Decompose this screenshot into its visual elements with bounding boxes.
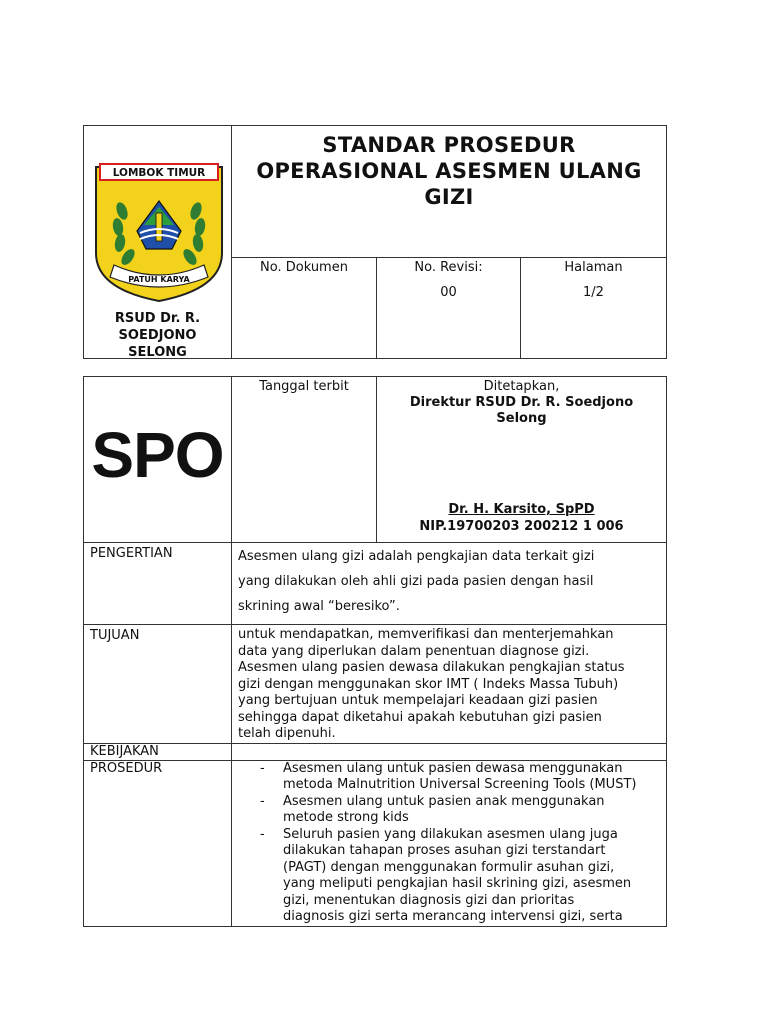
title-line1: STANDAR PROSEDUR: [322, 133, 576, 157]
document-header-table: [83, 125, 667, 359]
hospital-name-line3: SELONG: [128, 345, 187, 360]
spo-label-cell: [84, 377, 232, 543]
kebijakan-content: [232, 743, 667, 760]
ditetapkan-text: Ditetapkan,: [483, 379, 560, 394]
list-item-line: - Asesmen ulang untuk pasien dewasa menggunakan: [283, 760, 623, 776]
signatory-nip: NIP.19700203 200212 1 006: [419, 519, 624, 534]
tujuan-label: TUJUAN: [84, 625, 232, 744]
tujuan-line: telah dipenuhi.: [238, 726, 336, 741]
logo-ribbon-text: PATUH KARYA: [128, 275, 190, 284]
list-item-line: gizi, menentukan diagnosis gizi dan prioritas: [283, 892, 575, 908]
list-item: [260, 827, 660, 926]
title-line3: GIZI: [424, 185, 474, 209]
no-dokumen-label: No. Dokumen: [260, 260, 348, 275]
prosedur-label: PROSEDUR: [84, 760, 232, 926]
no-revisi-cell: [377, 258, 521, 359]
spo-label: SPO: [91, 419, 224, 491]
no-dokumen-cell: [232, 258, 377, 359]
direktur-line1: Direktur RSUD Dr. R. Soedjono: [409, 395, 634, 410]
prosedur-content: [232, 760, 667, 926]
hospital-name-line2: SOEDJONO: [118, 328, 197, 343]
kebijakan-label: KEBIJAKAN: [84, 743, 232, 760]
pengertian-label: PENGERTIAN: [84, 543, 232, 625]
spo-body-table: [83, 376, 667, 927]
pengertian-content: [232, 543, 667, 625]
list-item-line: metode strong kids: [283, 810, 409, 825]
list-item-line: - Seluruh pasien yang dilakukan asesmen ulang juga: [283, 826, 618, 842]
list-item-line: (PAGT) dengan menggunakan formulir asuhan gizi,: [283, 859, 615, 875]
pengertian-line2: yang dilakukan oleh ahli gizi pada pasien dengan hasil: [238, 574, 594, 589]
list-item-line: dilakukan tahapan proses asuhan gizi terstandart: [283, 843, 606, 858]
no-revisi-value: 00: [440, 285, 457, 300]
halaman-label: Halaman: [564, 260, 623, 275]
tanggal-terbit-cell: [232, 377, 377, 543]
logo-banner-text: LOMBOK TIMUR: [112, 167, 206, 179]
pengertian-line3: skrining awal “beresiko”.: [238, 599, 400, 614]
lombok-timur-logo: [92, 161, 226, 303]
pengertian-line1: Asesmen ulang gizi adalah pengkajian data terkait gizi: [238, 549, 595, 564]
document-title: [232, 126, 667, 258]
logo-cell: [84, 126, 232, 359]
tujuan-line: data yang diperlukan dalam penentuan diagnose gizi.: [238, 643, 590, 659]
signatory-name: Dr. H. Karsito, SpPD: [448, 502, 595, 517]
tujuan-line: yang bertujuan untuk mempelajari keadaan gizi pasien: [238, 693, 598, 708]
title-line2: OPERASIONAL ASESMEN ULANG: [256, 159, 642, 183]
list-item-line: yang meliputi pengkajian hasil skrining gizi, asesmen: [283, 876, 632, 891]
halaman-value: 1/2: [583, 285, 604, 300]
list-item-line: - Asesmen ulang untuk pasien anak menggunakan: [283, 793, 605, 809]
list-item-line: metoda Malnutrition Universal Screening Tools (MUST): [283, 777, 637, 792]
hospital-name-line1: RSUD Dr. R.: [114, 311, 201, 326]
tujuan-line: Asesmen ulang pasien dewasa dilakukan pengkajian status: [238, 660, 625, 675]
direktur-line2: Selong: [496, 411, 547, 426]
tujuan-content: [232, 625, 667, 744]
tujuan-line: untuk mendapatkan, memverifikasi dan menterjemahkan: [238, 627, 614, 642]
list-item: [260, 794, 660, 827]
halaman-cell: [521, 258, 667, 359]
no-revisi-label: No. Revisi:: [414, 260, 483, 275]
ditetapkan-cell: [377, 377, 667, 543]
tujuan-line: gizi dengan menggunakan skor IMT ( Indeks Massa Tubuh): [238, 676, 619, 692]
list-item: [260, 761, 660, 794]
tanggal-terbit-label: Tanggal terbit: [259, 379, 349, 394]
tujuan-line: sehingga dapat diketahui apakah kebutuhan gizi pasien: [238, 709, 602, 725]
prosedur-list: [232, 761, 666, 926]
list-item-line: diagnosis gizi serta merancang intervensi gizi, serta: [283, 909, 623, 924]
